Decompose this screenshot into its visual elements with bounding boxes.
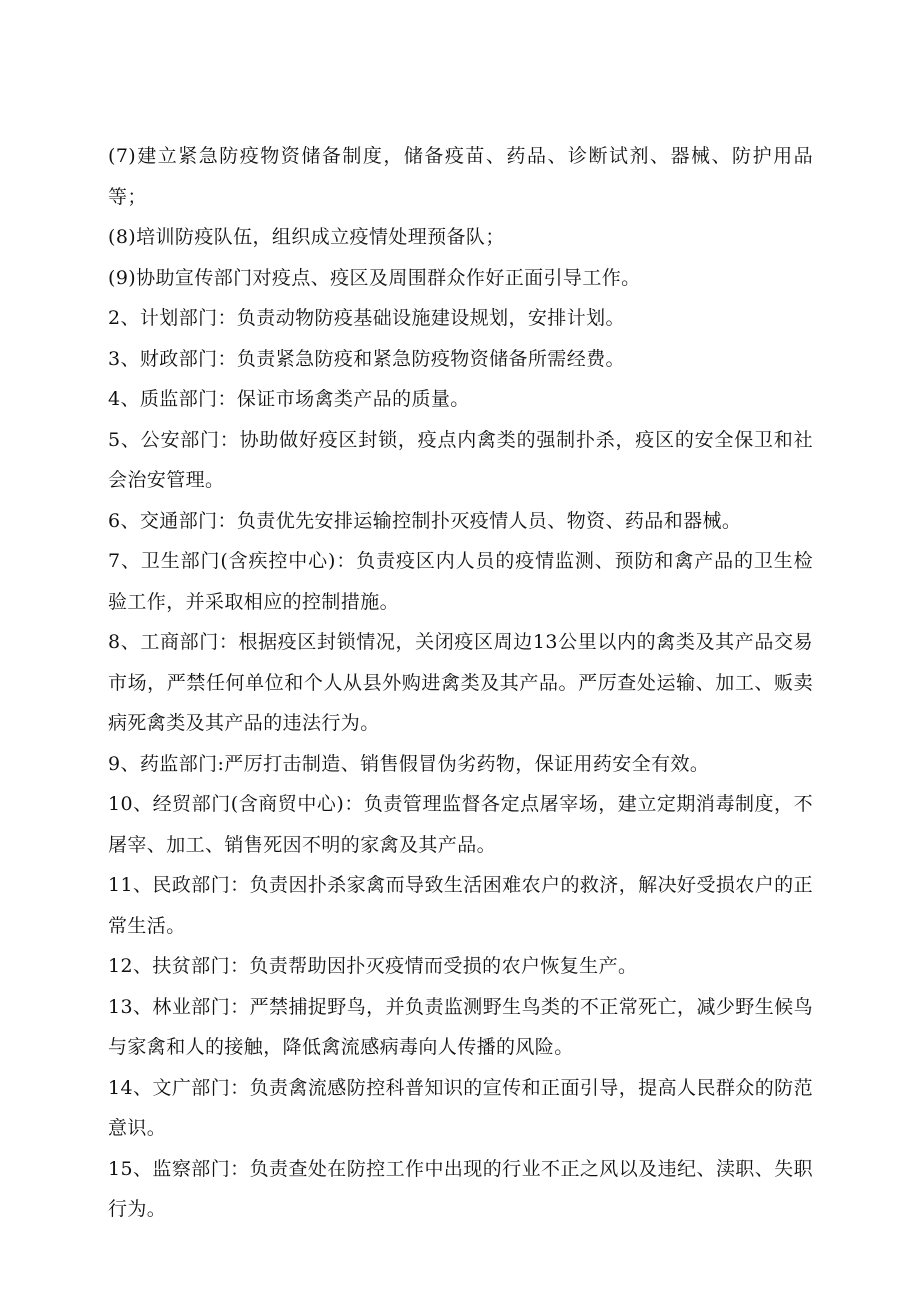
paragraph-trade-dept: 10、经贸部门(含商贸中心)：负责管理监督各定点屠宰场，建立定期消毒制度，不屠宰、加工、销售死因不明的家禽及其产品。	[108, 793, 813, 856]
paragraph-culture-dept: 14、文广部门：负责禽流感防控科普知识的宣传和正面引导，提高人民群众的防范意识。	[108, 1076, 813, 1139]
paragraph-police-dept: 5、公安部门：协助做好疫区封锁，疫点内禽类的强制扑杀，疫区的安全保卫和社会治安管理。	[108, 428, 813, 491]
paragraph-poverty-dept: 12、扶贫部门：负责帮助因扑灭疫情而受损的农户恢复生产。	[108, 955, 638, 977]
document-body	[108, 136, 813, 1230]
paragraph-item-8: (8)培训防疫队伍，组织成立疫情处理预备队；	[108, 226, 505, 248]
paragraph-item-7: (7)建立紧急防疫物资储备制度，储备疫苗、药品、诊断试剂、器械、防护用品等；	[108, 145, 813, 208]
paragraph-quality-dept: 4、质监部门：保证市场禽类产品的质量。	[108, 388, 470, 410]
paragraph-forestry-dept: 13、林业部门：严禁捕捉野鸟，并负责监测野生鸟类的不正常死亡，减少野生候鸟与家禽和人的接触，降低禽流感病毒向人传播的风险。	[108, 995, 813, 1058]
paragraph-supervision-dept: 15、监察部门：负责查处在防控工作中出现的行业不正之风以及违纪、渎职、失职行为。	[108, 1157, 813, 1220]
paragraph-finance-dept: 3、财政部门：负责紧急防疫和紧急防疫物资储备所需经费。	[108, 347, 625, 370]
paragraph-health-dept: 7、卫生部门(含疾控中心)：负责疫区内人员的疫情监测、预防和禽产品的卫生检验工作，并采取相应的控制措施。	[108, 550, 813, 613]
paragraph-planning-dept: 2、计划部门：负责动物防疫基础设施建设规划，安排计划。	[108, 307, 625, 329]
paragraph-transport-dept: 6、交通部门：负责优先安排运输控制扑灭疫情人员、物资、药品和器械。	[108, 509, 742, 532]
paragraph-commerce-dept: 8、工商部门：根据疫区封锁情况，关闭疫区周边13公里以内的禽类及其产品交易市场，严禁任何单位和个人从县外购进禽类及其产品。严厉查处运输、加工、贩卖病死禽类及其产品的违法行为。	[108, 631, 813, 734]
paragraph-civil-affairs-dept: 11、民政部门：负责因扑杀家禽而导致生活困难农户的救济，解决好受损农户的正常生活。	[108, 874, 813, 937]
paragraph-item-9: (9)协助宣传部门对疫点、疫区及周围群众作好正面引导工作。	[108, 266, 641, 289]
paragraph-drug-dept: 9、药监部门:严厉打击制造、销售假冒伪劣药物，保证用药安全有效。	[108, 752, 710, 775]
